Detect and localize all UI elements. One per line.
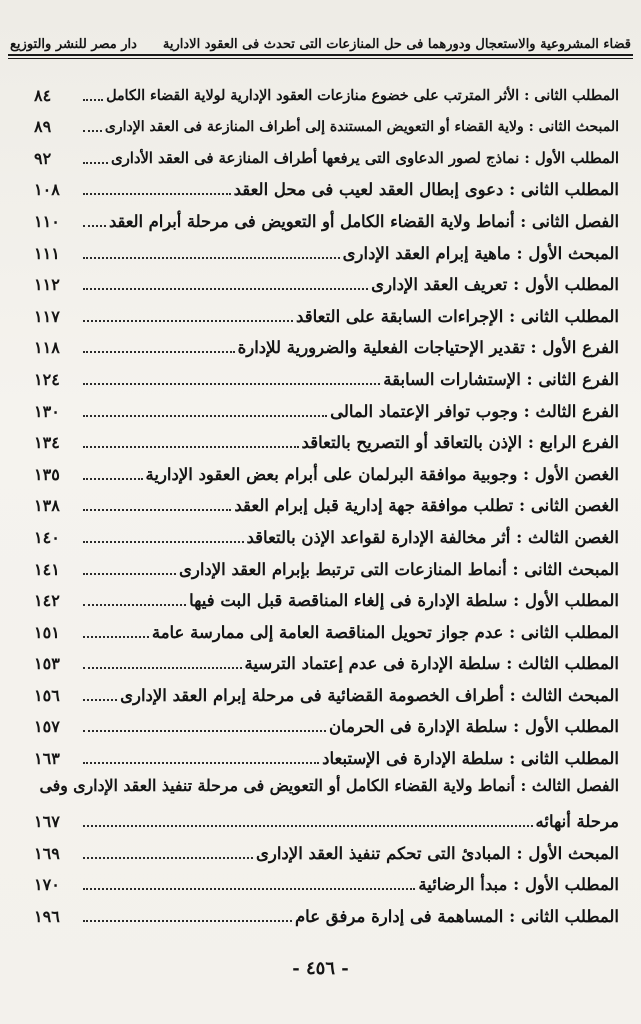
toc-page-number: ١٣٠: [34, 401, 60, 421]
toc-page-number: ١٥٣: [34, 654, 60, 674]
toc-leader-dots: [83, 320, 293, 322]
toc-entry-title: الفصل الثانى : أنماط ولاية القضاء الكامل أو التعويض فى مرحلة أبرام العقد: [108, 211, 619, 231]
toc-entry-title: المبحث الأول : المبادئ التى تحكم تنفيذ العقد الإدارى: [255, 843, 619, 863]
toc-entry-title: المطلب الثانى : المساهمة فى إدارة مرفق عام: [294, 906, 619, 926]
toc-entry: [34, 424, 619, 456]
toc-entry: [34, 834, 619, 866]
toc-entry: [34, 360, 619, 392]
toc-entry-title: الغصن الثانى : تطلب موافقة جهة إدارية قبل إبرام العقد: [234, 496, 619, 516]
toc-leader-dots: [83, 130, 102, 132]
toc-entry: [34, 550, 619, 582]
toc-leader-dots: [83, 351, 235, 353]
toc-page-number: ١١٢: [34, 275, 60, 295]
toc-entry: [34, 108, 619, 140]
toc-leader-dots: [83, 888, 415, 890]
toc-page-number: ١٦٣: [34, 749, 60, 769]
toc-page-number: ٨٩: [34, 117, 52, 137]
toc-leader-dots: [83, 762, 319, 764]
toc-leader-dots: [83, 257, 340, 259]
toc-entry-title: المطلب الثانى : الإجراءات السابقة على التعاقد: [296, 306, 619, 326]
toc-entry-title: المطلب الثانى : سلطة الإدارة فى الإستبعاد: [322, 749, 619, 769]
toc-leader-dots: [83, 288, 368, 290]
toc-entry-title: الفرع الأول : تقدير الإحتياجات الفعلية والضرورية للإدارة: [237, 338, 619, 358]
running-header: [8, 8, 633, 56]
toc-entry-title: المطلب الأول : مبدأ الرضائية: [418, 875, 619, 895]
toc-leader-dots: [83, 825, 533, 827]
toc-entry-title: المبحث الأول : ماهية إبرام العقد الإدارى: [342, 243, 619, 263]
toc-entry-title: المطلب الأول : سلطة الإدارة فى إلغاء المناقصة قبل البت فيها: [189, 591, 619, 611]
toc-entry: [34, 739, 619, 771]
toc-page-number: ١٤١: [34, 559, 60, 579]
toc-entry: [34, 202, 619, 234]
toc-entry-title: المبحث الثانى : ولاية القضاء أو التعويض المستندة إلى أطراف المنازعة فى العقد الإدارى: [104, 119, 619, 136]
toc-entry-title: المبحث الثانى : أنماط المنازعات التى ترتبط بإبرام العقد الإدارى: [178, 559, 619, 579]
toc-leader-dots: [83, 478, 143, 480]
page-number: - ٤٥٦ -: [292, 958, 349, 979]
toc-page-number: ١٠٨: [34, 180, 60, 200]
toc-page-number: ١٣٤: [34, 433, 60, 453]
toc-leader-dots: [83, 383, 380, 385]
toc-leader-dots: [83, 636, 149, 638]
toc-page-number: ١١٨: [34, 338, 60, 358]
toc-entry-title: المطلب الثانى : الأثر المترتب على خضوع منازعات العقود الإدارية لولاية القضاء الكامل: [106, 87, 619, 104]
toc-entry-title: المطلب الثالث : سلطة الإدارة فى عدم إعتماد الترسية: [244, 654, 619, 674]
toc-entry: [34, 645, 619, 677]
toc-entry-title: المطلب الأول : تعريف العقد الإدارى: [371, 275, 619, 295]
toc-leader-dots: [83, 225, 106, 227]
toc-entry-title: المطلب الأول : نماذج لصور الدعاوى التى يرفعها أطراف المنازعة فى العقد الأدارى: [111, 149, 619, 167]
toc-entry: [34, 771, 619, 834]
toc-entry: [34, 266, 619, 298]
toc-entry: [34, 455, 619, 487]
toc-page-number: ١٥٦: [34, 685, 60, 705]
book-title: قضاء المشروعية والاستعجال ودورهما فى حل المنازعات التى تحدث فى العقود الادارية: [162, 37, 631, 52]
toc-leader-dots: [83, 446, 299, 448]
toc-page-number: ١٥١: [34, 622, 60, 642]
toc-page-number: ١١٧: [34, 306, 60, 326]
header-rule: [8, 54, 633, 59]
toc-entry: [34, 297, 619, 329]
toc-entry-title: المطلب الثانى : دعوى إبطال العقد لعيب فى محل العقد: [233, 180, 619, 200]
toc-leader-dots: [83, 573, 176, 575]
toc-page-number: ١٢٤: [34, 369, 60, 389]
toc-entry: [34, 392, 619, 424]
toc-entry: [34, 613, 619, 645]
publisher-name: دار مصر للنشر والتوزيع: [10, 37, 137, 52]
toc-leader-dots: [83, 99, 103, 101]
toc-page-number: ١٣٥: [34, 464, 60, 484]
toc-entry-title-cont: مرحلة أنهائه: [535, 812, 619, 832]
toc-page-number: ١٦٩: [34, 843, 60, 863]
toc-entry: [34, 897, 619, 929]
toc-leader-dots: [83, 193, 231, 195]
toc-entry: [34, 676, 619, 708]
toc-entry-title: المبحث الثالث : أطراف الخصومة القضائية فى مرحلة إبرام العقد الإدارى: [120, 685, 619, 705]
toc-leader-dots: [83, 699, 117, 701]
toc-leader-dots: [83, 920, 292, 922]
toc-entry: [34, 487, 619, 519]
toc-entry-title: الفرع الرابع : الإذن بالتعاقد أو التصريح بالتعاقد: [301, 433, 619, 453]
toc-entry: [34, 76, 619, 108]
toc-entry-title: المطلب الأول : سلطة الإدارة فى الحرمان: [328, 717, 619, 737]
toc-page-number: ١٣٨: [34, 496, 60, 516]
toc-leader-dots: [83, 857, 253, 859]
toc-entry-title: الفرع الثانى : الإستشارات السابقة: [383, 369, 619, 389]
toc-entry: [34, 518, 619, 550]
toc-entry: [34, 234, 619, 266]
toc-entry-title: الغصن الثالث : أثر مخالفة الإدارة لقواعد الإذن بالتعاقد: [246, 527, 619, 547]
toc-entry: [34, 139, 619, 171]
toc-page-number: ٨٤: [34, 85, 52, 105]
toc-page-number: ١٧٠: [34, 875, 60, 895]
toc-leader-dots: [83, 667, 242, 669]
toc-entry: [34, 329, 619, 361]
toc-page-number: ١٤٢: [34, 591, 60, 611]
toc-entry-title: المطلب الثانى : عدم جواز تحويل المناقصة العامة إلى ممارسة عامة: [151, 622, 619, 642]
toc-entry: [34, 171, 619, 203]
toc-entry-title: الفصل الثالث : أنماط ولاية القضاء الكامل أو التعويض فى مرحلة تنفيذ العقد الإدارى وفى: [39, 776, 619, 796]
toc-page-number: ١١٠: [34, 211, 60, 231]
toc-page-number: ١٩٦: [34, 906, 60, 926]
toc-entry: [34, 582, 619, 614]
toc-entry-title: الفرع الثالث : وجوب توافر الإعتماد المالى: [330, 401, 619, 421]
toc-page-number: ١١١: [34, 243, 60, 263]
toc-leader-dots: [83, 604, 186, 606]
toc-page-number: ١٥٧: [34, 717, 60, 737]
toc-leader-dots: [83, 415, 327, 417]
toc-leader-dots: [83, 541, 244, 543]
toc-entry: [34, 866, 619, 898]
toc-leader-dots: [83, 162, 108, 164]
toc-page-number: ١٦٧: [34, 812, 60, 832]
table-of-contents: [34, 76, 619, 929]
toc-entry-title: الغصن الأول : وجوبية موافقة البرلمان على أبرام بعض العقود الإدارية: [145, 464, 619, 484]
toc-page-number: ٩٢: [34, 148, 52, 168]
toc-entry: [34, 708, 619, 740]
toc-page-number: ١٤٠: [34, 527, 60, 547]
toc-leader-dots: [83, 730, 326, 732]
toc-leader-dots: [83, 509, 231, 511]
